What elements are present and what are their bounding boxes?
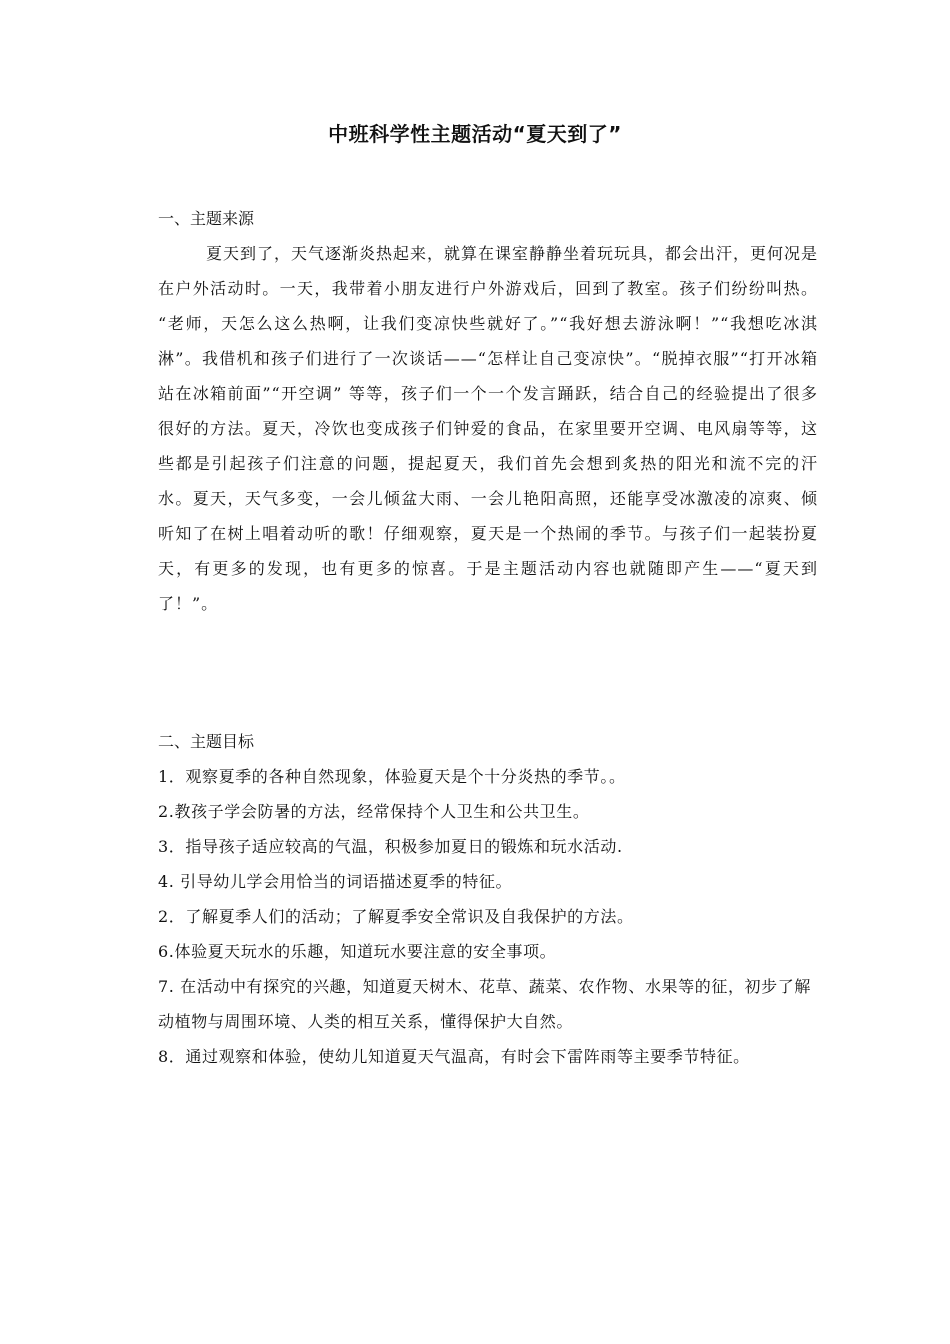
goal-item: 2.教孩子学会防暑的方法，经常保持个人卫生和公共卫生。 [158,802,590,821]
goal-item: 3．指导孩子适应较高的气温，积极参加夏日的锻炼和玩水活动. [158,837,623,856]
section-heading: 二、主题目标 [158,732,255,751]
goal-item: 7. 在活动中有探究的兴趣，知道夏天树木、花草、蔬菜、农作物、水果等的征，初步了解动植物与周围环境、人类的相互关系，懂得保护大自然。 [158,977,811,1031]
document-title: 中班科学性主题活动“夏天到了” [328,122,622,146]
section-theme-goals [158,724,818,1074]
section-heading: 一、主题来源 [158,209,255,228]
theme-source-paragraph: 夏天到了，天气逐渐炎热起来，就算在课室静静坐着玩玩具，都会出汗，更何况是在户外活动时。一天，我带着小朋友进行户外游戏后，回到了教室。孩子们纷纷叫热。 “老师，天怎么这么热啊，让我们变凉快些就好了。”“我好想去游泳啊！”“我想吃冰淇淋”。我借机和孩子们进行了一次谈话——“怎样让自己变凉快”。“脱掉衣服”“打开冰箱站在冰箱前面”“开空调” 等等，孩子们一个一个发言踊跃，结合自己的经验提出了很多很好的方法。夏天，冷饮也变成孩子们钟爱的食品，在家里要开空调、电风扇等等，这些都是引起孩子们注意的问题，提起夏天，我们首先会想到炙热的阳光和流不完的汗水。夏天，天气多变，一会儿倾盆大雨、一会儿艳阳高照，还能享受冰激凌的凉爽、倾听知了在树上唱着动听的歌！仔细观察，夏天是一个热闹的季节。与孩子们一起装扮夏天，有更多的发现，也有更多的惊喜。于是主题活动内容也就随即产生——“夏天到了！”。 [158,244,819,613]
goal-item: 2．了解夏季人们的活动；了解夏季安全常识及自我保护的方法。 [158,907,634,926]
goal-item: 1．观察夏季的各种自然现象，体验夏天是个十分炎热的季节。。 [158,767,626,786]
goal-item: 8．通过观察和体验，使幼儿知道夏天气温高，有时会下雷阵雨等主要季节特征。 [158,1047,750,1066]
goal-item: 4. 引导幼儿学会用恰当的词语描述夏季的特征。 [158,872,513,891]
goal-item: 6.体验夏天玩水的乐趣，知道玩水要注意的安全事项。 [158,942,557,961]
section-theme-source [158,201,818,621]
